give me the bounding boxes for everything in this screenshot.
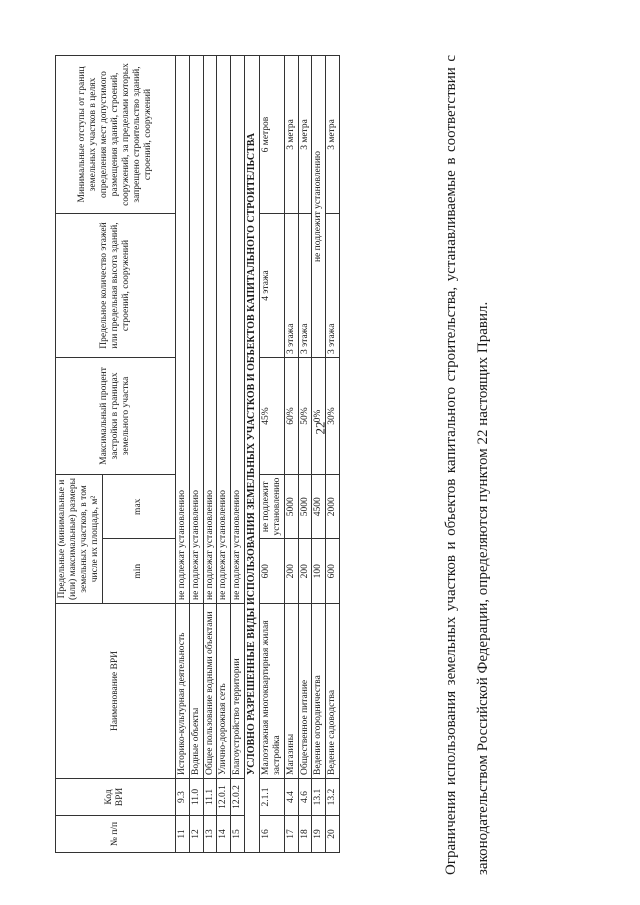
cell-name: Магазины bbox=[284, 604, 298, 779]
cell-max: 2000 bbox=[326, 475, 340, 540]
header-code: Код ВРИ bbox=[56, 779, 176, 816]
cell-name: Водные объекты bbox=[189, 604, 203, 779]
cell-num: 15 bbox=[231, 816, 245, 853]
cell-percent: 60% bbox=[284, 358, 298, 475]
cell-name: Улично-дорожная сеть bbox=[217, 604, 231, 779]
cell-max: 5000 bbox=[284, 475, 298, 540]
cell-min: 200 bbox=[298, 539, 312, 604]
section-title: УСЛОВНО РАЗРЕШЕННЫЕ ВИДЫ ИСПОЛЬЗОВАНИЯ ЗЕМЕЛЬНЫХ УЧАСТКОВ И ОБЪЕКТОВ КАПИТАЛЬНОГО СТРОИТЕЛЬСТВА bbox=[245, 56, 260, 853]
cell-merged: не подлежат установлению bbox=[217, 56, 231, 604]
cell-floors: 3 этажа bbox=[326, 214, 340, 358]
header-max: max bbox=[102, 475, 175, 540]
cell-code: 11.1 bbox=[203, 779, 217, 816]
table-row bbox=[175, 56, 189, 853]
cell-min: 100 bbox=[312, 539, 326, 604]
cell-num: 20 bbox=[326, 816, 340, 853]
table-row bbox=[312, 56, 326, 853]
header-num: № п/п bbox=[56, 816, 176, 853]
cell-num: 14 bbox=[217, 816, 231, 853]
cell-indent: 6 метров bbox=[259, 56, 284, 214]
cell-percent: 50% bbox=[298, 358, 312, 475]
header-area-group: Предельные (минимальные и (или) максимальные) размеры земельных участков, в том числе их площадь, м² bbox=[56, 475, 103, 604]
cell-floors: 4 этажа bbox=[259, 214, 284, 358]
cell-num: 18 bbox=[298, 816, 312, 853]
regulations-table bbox=[55, 55, 340, 853]
cell-num: 17 bbox=[284, 816, 298, 853]
cell-percent: 0% bbox=[312, 358, 326, 475]
cell-name: Историко-культурная деятельность bbox=[175, 604, 189, 779]
header-name: Наименование ВРИ bbox=[56, 604, 176, 779]
cell-name: Ведение садоводства bbox=[326, 604, 340, 779]
cell-num: 13 bbox=[203, 816, 217, 853]
header-floors: Предельное количество этажей или предельная высота зданий, строений, сооружений bbox=[56, 214, 176, 358]
cell-indent: 3 метра bbox=[326, 56, 340, 214]
cell-num: 16 bbox=[259, 816, 284, 853]
cell-merged: не подлежат установлению bbox=[175, 56, 189, 604]
cell-code: 9.3 bbox=[175, 779, 189, 816]
cell-name: Ведение огородничества bbox=[312, 604, 326, 779]
header-percent: Максимальный процент застройки в границах земельного участка bbox=[56, 358, 176, 475]
cell-floors: 3 этажа bbox=[284, 214, 298, 358]
footer-paragraph: Ограничения использования земельных участков и объектов капитального строительства, устанавливаемые в соответствии с законодательством Российской Федерации, определяются пунктом 22 настоящих Правил. bbox=[443, 55, 491, 875]
cell-num: 19 bbox=[312, 816, 326, 853]
page-number: 22 bbox=[312, 421, 328, 435]
cell-code: 4.4 bbox=[284, 779, 298, 816]
cell-merged: не подлежат установлению bbox=[231, 56, 245, 604]
cell-percent: 45% bbox=[259, 358, 284, 475]
cell-merged: не подлежат установлению bbox=[189, 56, 203, 604]
cell-min: 200 bbox=[284, 539, 298, 604]
cell-num: 12 bbox=[189, 816, 203, 853]
cell-code: 12.0.2 bbox=[231, 779, 245, 816]
table-row bbox=[326, 56, 340, 853]
cell-indent: 3 метра bbox=[284, 56, 298, 214]
cell-percent: 30% bbox=[326, 358, 340, 475]
cell-indent: 3 метра bbox=[298, 56, 312, 214]
header-min: min bbox=[102, 539, 175, 604]
cell-code: 2.1.1 bbox=[259, 779, 284, 816]
header-indent: Минимальные отступы от границ земельных участков в целях определения мест допустимого размещения зданий, строений, сооружений, за пределами которых запрещено строительство зданий, строений, сооружений bbox=[56, 56, 176, 214]
cell-min: 600 bbox=[259, 539, 284, 604]
cell-name: Общее пользование водными объектами bbox=[203, 604, 217, 779]
cell-max: 5000 bbox=[298, 475, 312, 540]
table-row bbox=[231, 56, 245, 853]
cell-name: Малоэтажная многоквартирная жилая застройка bbox=[259, 604, 284, 779]
cell-min: 600 bbox=[326, 539, 340, 604]
section-row bbox=[245, 56, 260, 853]
cell-code: 4.6 bbox=[298, 779, 312, 816]
table-row bbox=[298, 56, 312, 853]
cell-merged: не подлежат установлению bbox=[203, 56, 217, 604]
cell-code: 13.1 bbox=[312, 779, 326, 816]
cell-code: 13.2 bbox=[326, 779, 340, 816]
cell-max: 4500 bbox=[312, 475, 326, 540]
cell-code: 11.0 bbox=[189, 779, 203, 816]
rotated-table-container bbox=[55, 55, 420, 853]
cell-merged: не подлежит установлению bbox=[312, 56, 326, 358]
table-row bbox=[284, 56, 298, 853]
cell-name: Общественное питание bbox=[298, 604, 312, 779]
table-row bbox=[217, 56, 231, 853]
cell-name: Благоустройство территории bbox=[231, 604, 245, 779]
cell-floors: 3 этажа bbox=[298, 214, 312, 358]
table-row bbox=[189, 56, 203, 853]
table-row bbox=[259, 56, 284, 853]
cell-max: не подлежит установлению bbox=[259, 475, 284, 540]
cell-num: 11 bbox=[175, 816, 189, 853]
table-row bbox=[203, 56, 217, 853]
cell-code: 12.0.1 bbox=[217, 779, 231, 816]
